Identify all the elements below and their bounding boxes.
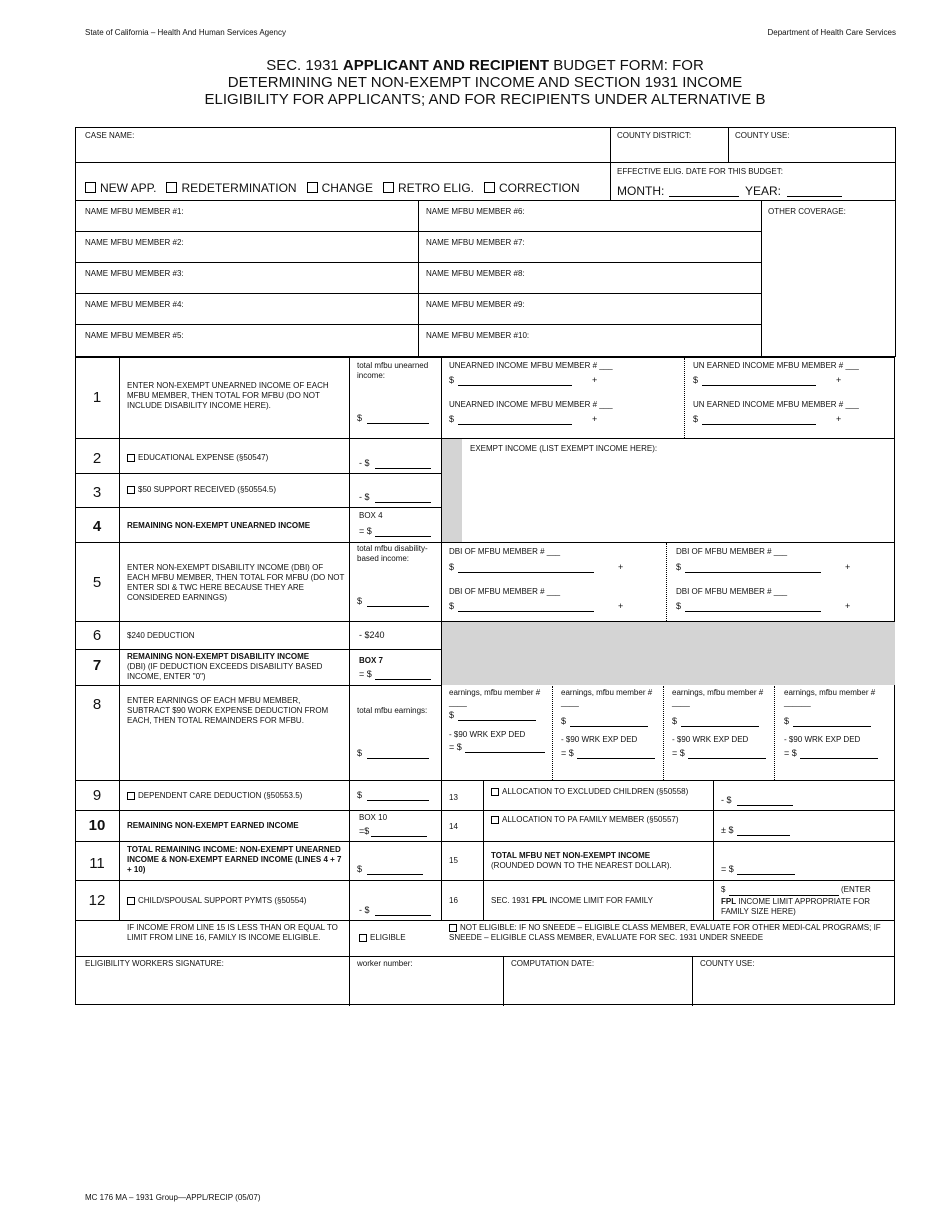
line-6-description: $240 DEDUCTION: [127, 631, 195, 640]
line-8-remainder-4-field[interactable]: [800, 758, 878, 759]
month-label: MONTH:: [617, 184, 665, 198]
member-6-label: NAME MFBU MEMBER #6:: [426, 207, 525, 216]
member-1-label: NAME MFBU MEMBER #1:: [85, 207, 184, 216]
line-15-amount-field[interactable]: [737, 874, 795, 875]
line-8-wrk-ded-4: - $90 WRK EXP DED: [784, 735, 861, 744]
line-10-description: REMAINING NON-EXEMPT EARNED INCOME: [127, 821, 299, 830]
line-5-member-d-label: DBI OF MFBU MEMBER # ___: [676, 587, 788, 596]
line-7-number: 7: [92, 657, 102, 674]
line-8-wrk-ded-3: - $90 WRK EXP DED: [672, 735, 749, 744]
line-7-box-label: BOX 7: [359, 656, 384, 665]
other-coverage-label: OTHER COVERAGE:: [768, 207, 846, 216]
line-6-amount: - $240: [359, 630, 385, 640]
form-title-line3: ELIGIBILITY FOR APPLICANTS; AND FOR RECIPIENTS UNDER ALTERNATIVE B: [204, 91, 766, 108]
line-16-description: SEC. 1931 FPL INCOME LIMIT FOR FAMILY: [491, 896, 653, 905]
line-5-description: ENTER NON-EXEMPT DISABILITY INCOME (DBI) OF EACH MFBU MEMBER, THEN TOTAL FOR MFBU (DO NOT ENTER SDI & TWC HERE BECAUSE THEY ARE CONSIDERED EARNINGS): [127, 563, 345, 602]
line-8-wrk-ded-2: - $90 WRK EXP DED: [561, 735, 638, 744]
member-8-label: NAME MFBU MEMBER #8:: [426, 269, 525, 278]
line-5-total-label: total mfbu disability-based income:: [357, 544, 428, 563]
line-1-total-label: total mfbu unearned income:: [357, 361, 429, 380]
checkbox-change[interactable]: CHANGE: [307, 181, 373, 195]
line-12-amount-field[interactable]: [375, 915, 431, 916]
line-3-description: $50 SUPPORT RECEIVED (§50554.5): [127, 485, 276, 495]
eligibility-condition: IF INCOME FROM LINE 15 IS LESS THAN OR EQUAL TO LIMIT FROM LINE 16, FAMILY IS INCOME ELIGIBLE.: [127, 923, 338, 942]
line-1-member-b-field[interactable]: [702, 385, 816, 386]
line-8-remainder-1-field[interactable]: [465, 752, 545, 753]
line-8-description: ENTER EARNINGS OF EACH MFBU MEMBER, SUBTRACT $90 WORK EXPENSE DEDUCTION FROM EACH, THEN TOTAL REMAINDERS FOR MFBU.: [127, 696, 329, 725]
line-5-member-a-field[interactable]: [458, 572, 594, 573]
line-9-checkbox[interactable]: [127, 792, 135, 800]
checkbox-correction[interactable]: CORRECTION: [484, 181, 580, 195]
line-13-number: 13: [449, 793, 458, 802]
line-16-number: 16: [449, 896, 458, 905]
line-2-checkbox[interactable]: [127, 454, 135, 462]
line-13-checkbox[interactable]: [491, 788, 499, 796]
line-4-number: 4: [92, 518, 102, 535]
line-11-description: TOTAL REMAINING INCOME: NON-EXEMPT UNEARNED INCOME & NON-EXEMPT EARNED INCOME (LINES 4 + 7 + 10): [127, 845, 342, 874]
line-5-member-c-label: DBI OF MFBU MEMBER # ___: [449, 587, 561, 596]
line-8-earnings-1-field[interactable]: [458, 720, 536, 721]
line-14-description: ALLOCATION TO PA FAMILY MEMBER (§50557): [491, 815, 706, 825]
line-2-description: EDUCATIONAL EXPENSE (§50547): [127, 453, 268, 463]
member-7-label: NAME MFBU MEMBER #7:: [426, 238, 525, 247]
worker-signature-label: ELIGIBILITY WORKERS SIGNATURE:: [85, 959, 224, 968]
line-8-earnings-4-field[interactable]: [793, 726, 871, 727]
line-14-number: 14: [449, 822, 458, 831]
case-name-label: CASE NAME:: [85, 131, 135, 140]
line-9-description: DEPENDENT CARE DEDUCTION (§50553.5): [127, 791, 302, 801]
month-field[interactable]: [669, 196, 739, 197]
line-8-earnings-3-field[interactable]: [681, 726, 759, 727]
line-4-amount-field[interactable]: [375, 536, 431, 537]
line-9-amount-field[interactable]: [367, 800, 429, 801]
not-eligible-checkbox[interactable]: [449, 924, 457, 932]
line-8-wrk-ded-1: - $90 WRK EXP DED: [449, 730, 526, 739]
line-5-member-c-field[interactable]: [458, 611, 594, 612]
line-6-number: 6: [92, 627, 102, 644]
line-12-description: CHILD/SPOUSAL SUPPORT PYMTS (§50554): [127, 896, 306, 906]
line-4-description: REMAINING NON-EXEMPT UNEARNED INCOME: [127, 521, 311, 530]
line-7-description: REMAINING NON-EXEMPT DISABILITY INCOME (DBI) (IF DEDUCTION EXCEEDS DISABILITY BASED INCOME, ENTER "0"): [127, 652, 323, 681]
line-8-total-label: total mfbu earnings:: [357, 706, 428, 715]
effective-date-label: EFFECTIVE ELIG. DATE FOR THIS BUDGET:: [617, 167, 783, 176]
line-16-enter-label: (ENTER: [841, 885, 871, 894]
line-11-number: 11: [89, 855, 105, 872]
line-12-checkbox[interactable]: [127, 897, 135, 905]
line-2-number: 2: [92, 450, 102, 467]
line-16-amount-field[interactable]: [729, 895, 839, 896]
line-14-sign: ± $: [721, 825, 734, 835]
form-title-line1: SEC. 1931 APPLICANT AND RECIPIENT BUDGET FORM: FOR: [266, 57, 704, 74]
member-5-label: NAME MFBU MEMBER #5:: [85, 331, 184, 340]
line-14-checkbox[interactable]: [491, 816, 499, 824]
line-8-remainder-3-field[interactable]: [688, 758, 766, 759]
checkbox-retro-elig[interactable]: RETRO ELIG.: [383, 181, 474, 195]
exempt-income-label: EXEMPT INCOME (LIST EXEMPT INCOME HERE):: [470, 444, 658, 453]
line-11-amount-field[interactable]: [367, 874, 423, 875]
member-4-label: NAME MFBU MEMBER #4:: [85, 300, 184, 309]
line-5-member-a-label: DBI OF MFBU MEMBER # ___: [449, 547, 561, 556]
line-8-remainder-2-field[interactable]: [577, 758, 655, 759]
line-8-earnings-2-field[interactable]: [570, 726, 648, 727]
line-1-description: ENTER NON-EXEMPT UNEARNED INCOME OF EACH MFBU MEMBER, THEN TOTAL FOR MFBU (DO NOT INCLUDE DISABILITY INCOME HERE).: [127, 381, 329, 410]
member-3-label: NAME MFBU MEMBER #3:: [85, 269, 184, 278]
line-13-amount-field[interactable]: [737, 805, 793, 806]
line-1-member-d-field[interactable]: [702, 424, 816, 425]
line-1-total-field[interactable]: [367, 423, 429, 424]
worker-number-label: worker number:: [357, 959, 413, 968]
line-3-checkbox[interactable]: [127, 486, 135, 494]
line-5-member-b-label: DBI OF MFBU MEMBER # ___: [676, 547, 788, 556]
line-1-member-b-label: UN EARNED INCOME MFBU MEMBER # ___: [693, 361, 859, 370]
checkbox-new-app[interactable]: NEW APP.: [85, 181, 156, 195]
line-13-description: ALLOCATION TO EXCLUDED CHILDREN (§50558): [491, 787, 706, 797]
line-12-number: 12: [88, 892, 106, 909]
line-2-amount-field[interactable]: [375, 468, 431, 469]
member-9-label: NAME MFBU MEMBER #9:: [426, 300, 525, 309]
line-8-number: 8: [92, 696, 102, 713]
line-1-member-a-field[interactable]: [458, 385, 572, 386]
not-eligible-option: NOT ELIGIBLE: IF NO SNEEDE – ELIGIBLE CLASS MEMBER, EVALUATE FOR OTHER MEDI-CAL PROGRAMS; IF SNEEDE – ELIGIBLE CLASS MEMBER, EVALUATE FOR SEC. 1931 UNDER SNEEDE: [449, 923, 881, 942]
line-1-number: 1: [92, 389, 102, 406]
line-8-total-field[interactable]: [367, 758, 429, 759]
agency-name: State of California – Health And Human Services Agency: [85, 28, 286, 37]
member-10-label: NAME MFBU MEMBER #10:: [426, 331, 530, 340]
line-5-member-d-field[interactable]: [685, 611, 821, 612]
application-type-row: [85, 181, 580, 195]
line-3-number: 3: [92, 484, 102, 501]
line-10-amount-field[interactable]: [371, 836, 427, 837]
line-9-number: 9: [92, 787, 102, 804]
checkbox-redetermination[interactable]: REDETERMINATION: [166, 181, 296, 195]
line-8-earnings-3-label: earnings, mfbu member # ____: [672, 688, 764, 707]
line-8-earnings-1-label: earnings, mfbu member # ____: [449, 688, 541, 707]
line-4-box-label: BOX 4: [359, 511, 383, 520]
year-field[interactable]: [787, 196, 842, 197]
department-name: Department of Health Care Services: [767, 28, 896, 37]
county-use-bottom-label: COUNTY USE:: [700, 959, 755, 968]
eligible-checkbox[interactable]: [359, 934, 367, 942]
form-title-line2: DETERMINING NET NON-EXEMPT INCOME AND SECTION 1931 INCOME: [227, 74, 743, 91]
line-1-member-c-field[interactable]: [458, 424, 572, 425]
line-1-member-a-label: UNEARNED INCOME MFBU MEMBER # ___: [449, 361, 613, 370]
eligible-option: ELIGIBLE: [359, 933, 406, 943]
line-14-amount-field[interactable]: [737, 835, 790, 836]
computation-date-label: COMPUTATION DATE:: [511, 959, 595, 968]
line-8-earnings-4-label: earnings, mfbu member # ______: [784, 688, 876, 707]
form-number: MC 176 MA – 1931 Group—APPL/RECIP (05/07): [85, 1193, 261, 1202]
member-2-label: NAME MFBU MEMBER #2:: [85, 238, 184, 247]
year-label: YEAR:: [745, 184, 782, 198]
line-5-number: 5: [92, 574, 102, 591]
line-5-member-b-field[interactable]: [685, 572, 821, 573]
line-15-description: TOTAL MFBU NET NON-EXEMPT INCOME (ROUNDED DOWN TO THE NEAREST DOLLAR).: [491, 851, 672, 870]
line-8-earnings-2-label: earnings, mfbu member # ____: [561, 688, 653, 707]
line-15-number: 15: [449, 856, 458, 865]
line-1-member-c-label: UNEARNED INCOME MFBU MEMBER # ___: [449, 400, 613, 409]
line-10-number: 10: [88, 817, 106, 834]
county-use-label: COUNTY USE:: [735, 131, 790, 140]
line-5-total-field[interactable]: [367, 606, 429, 607]
line-16-instructions: FPL INCOME LIMIT APPROPRIATE FOR FAMILY SIZE HERE): [721, 897, 871, 916]
line-1-member-d-label: UN EARNED INCOME MFBU MEMBER # ___: [693, 400, 859, 409]
line-10-box-label: BOX 10: [359, 813, 388, 822]
line-3-amount-field[interactable]: [375, 502, 431, 503]
county-district-label: COUNTY DISTRICT:: [617, 131, 692, 140]
form-title: [75, 57, 895, 108]
line-7-amount-field[interactable]: [375, 679, 431, 680]
